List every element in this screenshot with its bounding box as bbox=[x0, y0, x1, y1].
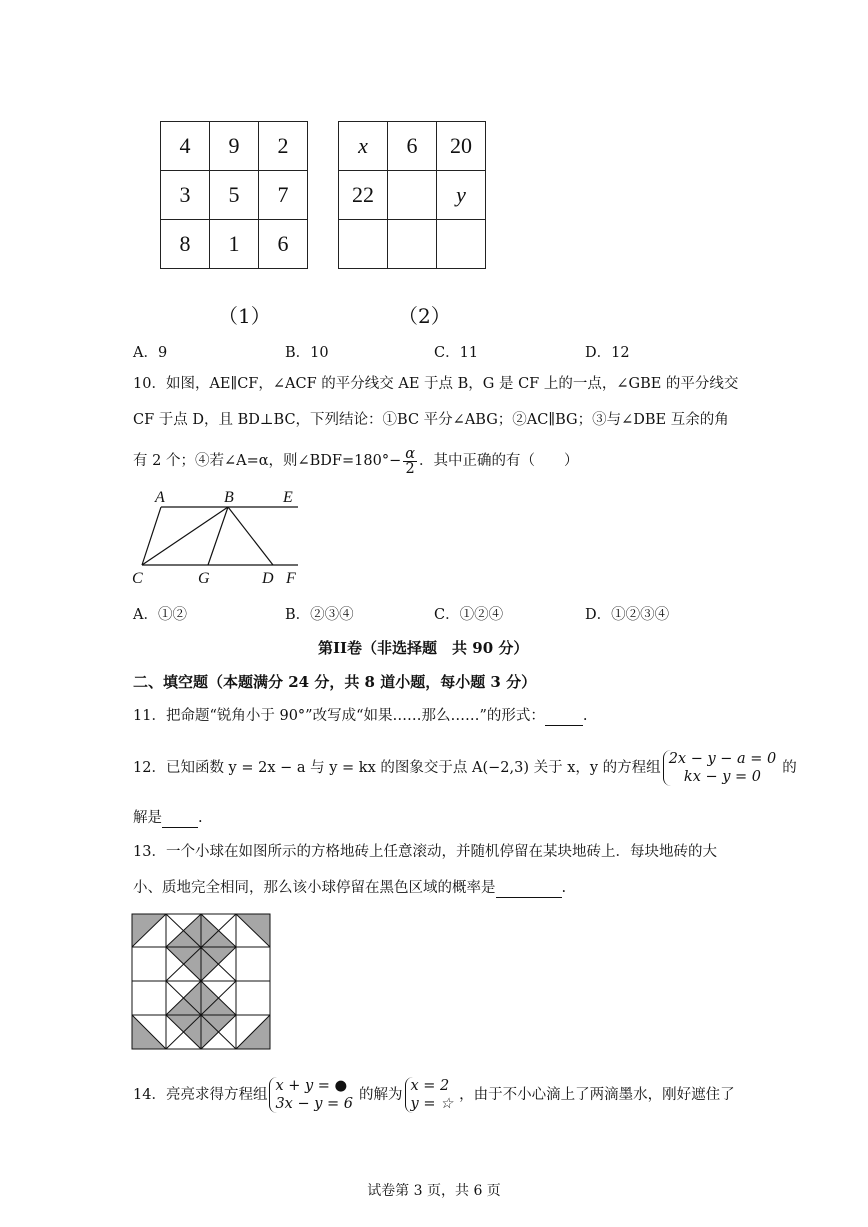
q11-answer-blank[interactable] bbox=[545, 705, 583, 726]
q13-line2 bbox=[133, 877, 566, 898]
q12-equation-system bbox=[663, 750, 781, 786]
q14-equation-system bbox=[269, 1077, 357, 1113]
q10-line3-pre: 有 2 个；④若∠A=α，则∠BDF=180°− bbox=[133, 453, 402, 469]
grid2-cell: 20 bbox=[437, 122, 486, 171]
grid2-cell bbox=[437, 220, 486, 269]
q10-option-a[interactable]: A．①② bbox=[133, 607, 187, 623]
q13-tile-figure bbox=[131, 913, 271, 1050]
q12-pre: 12．已知函数 y = 2x − a 与 y = kx 的图象交于点 A(−2,3) 关于 x，y 的方程组 bbox=[133, 760, 661, 776]
grid1-cell: 1 bbox=[210, 220, 259, 269]
q10-line3 bbox=[133, 446, 579, 476]
magic-square-1-caption: （1） bbox=[218, 304, 271, 328]
q9-option-d[interactable]: D．12 bbox=[585, 345, 630, 361]
shaded-triangle bbox=[132, 1015, 166, 1049]
q14-solution-system bbox=[405, 1077, 458, 1113]
q12-line2-text: 解是 bbox=[133, 810, 162, 826]
q12-post: 的 bbox=[782, 760, 797, 776]
grid2-cell: x bbox=[339, 122, 388, 171]
q14-eq2: 3x − y = 6 bbox=[275, 1096, 354, 1112]
q14-pre: 14．亮亮求得方程组 bbox=[133, 1087, 268, 1103]
shaded-triangle bbox=[132, 914, 166, 947]
q13-line2-text: 小、质地完全相同，那么该小球停留在黑色区域的概率是 bbox=[133, 880, 496, 896]
grid1-cell: 3 bbox=[161, 171, 210, 220]
label-b: B bbox=[224, 489, 234, 506]
q9-option-b[interactable]: B．10 bbox=[285, 345, 329, 361]
q14-sol2: y = ☆ bbox=[410, 1096, 454, 1112]
grid1-cell: 5 bbox=[210, 171, 259, 220]
magic-square-1 bbox=[160, 121, 308, 269]
label-a: A bbox=[155, 489, 165, 506]
grid2-cell bbox=[339, 220, 388, 269]
label-d: D bbox=[262, 570, 274, 587]
grid2-cell: 22 bbox=[339, 171, 388, 220]
grid1-cell: 6 bbox=[259, 220, 308, 269]
grid1-cell: 8 bbox=[161, 220, 210, 269]
label-c: C bbox=[132, 570, 143, 587]
grid1-cell: 9 bbox=[210, 122, 259, 171]
q10-option-c[interactable]: C．①②④ bbox=[434, 607, 504, 623]
q13-answer-blank[interactable] bbox=[496, 877, 562, 898]
q9-option-c[interactable]: C．11 bbox=[434, 345, 479, 361]
segment-bg bbox=[208, 507, 228, 565]
grid2-cell: y bbox=[437, 171, 486, 220]
q10-frac-num: α bbox=[405, 445, 416, 462]
q14 bbox=[133, 1073, 735, 1117]
q12-eq2: kx − y = 0 bbox=[683, 769, 762, 785]
segment-bd bbox=[228, 507, 273, 565]
grid1-cell: 2 bbox=[259, 122, 308, 171]
q13-line1: 13．一个小球在如图所示的方格地砖上任意滚动，并随机停留在某块地砖上．每块地砖的大 bbox=[133, 844, 717, 860]
part2-title: 第II卷（非选择题 共 90 分） bbox=[318, 639, 529, 657]
q13-end: . bbox=[561, 880, 567, 896]
grid2-cell bbox=[388, 171, 437, 220]
q9-option-a[interactable]: A．9 bbox=[133, 345, 168, 361]
grid2-cell bbox=[388, 220, 437, 269]
segment-bc bbox=[142, 507, 228, 565]
q11-text: 11．把命题“锐角小于 90°”改写成“如果……那么……”的形式： bbox=[133, 708, 545, 724]
q14-post: ，由于不小心滴上了两滴墨水，刚好遮住了 bbox=[459, 1087, 735, 1103]
q14-eq1: x + y = ● bbox=[275, 1078, 348, 1094]
shaded-triangle bbox=[236, 914, 270, 947]
q12-eq1: 2x − y − a = 0 bbox=[668, 751, 777, 767]
q10-option-d[interactable]: D．①②③④ bbox=[585, 607, 670, 623]
q12-line1 bbox=[133, 748, 797, 788]
q10-line3-post: ．其中正确的有（ ） bbox=[419, 453, 579, 469]
segment-ac bbox=[142, 507, 161, 565]
q10-frac-den: 2 bbox=[405, 460, 415, 477]
q12-line2 bbox=[133, 807, 203, 828]
q14-mid: 的解为 bbox=[359, 1087, 403, 1103]
q10-line2: CF 于点 D，且 BD⊥BC，下列结论：①BC 平分∠ABG；②AC∥BG；③与∠DBE 互余的角 bbox=[133, 412, 729, 428]
q11-end: . bbox=[582, 708, 588, 724]
shaded-triangle bbox=[236, 1015, 270, 1049]
q14-sol1: x = 2 bbox=[410, 1078, 450, 1094]
magic-square-2-caption: （2） bbox=[398, 304, 451, 328]
q11 bbox=[133, 705, 588, 726]
q12-end: . bbox=[198, 810, 203, 826]
label-f: F bbox=[286, 570, 296, 587]
page-footer: 试卷第 3 页，共 6 页 bbox=[367, 1183, 501, 1199]
label-e: E bbox=[283, 489, 293, 506]
section2-title: 二、填空题（本题满分 24 分，共 8 道小题，每小题 3 分） bbox=[133, 673, 537, 691]
magic-square-2 bbox=[338, 121, 486, 269]
label-g: G bbox=[198, 570, 210, 587]
grid1-cell: 7 bbox=[259, 171, 308, 220]
grid1-cell: 4 bbox=[161, 122, 210, 171]
grid2-cell: 6 bbox=[388, 122, 437, 171]
q12-answer-blank[interactable] bbox=[162, 807, 198, 828]
q10-option-b[interactable]: B．②③④ bbox=[285, 607, 354, 623]
q10-geometry-figure bbox=[128, 485, 308, 590]
q10-fraction bbox=[403, 447, 417, 476]
q10-line1: 10．如图，AE∥CF，∠ACF 的平分线交 AE 于点 B，G 是 CF 上的一点，∠GBE 的平分线交 bbox=[133, 376, 739, 392]
